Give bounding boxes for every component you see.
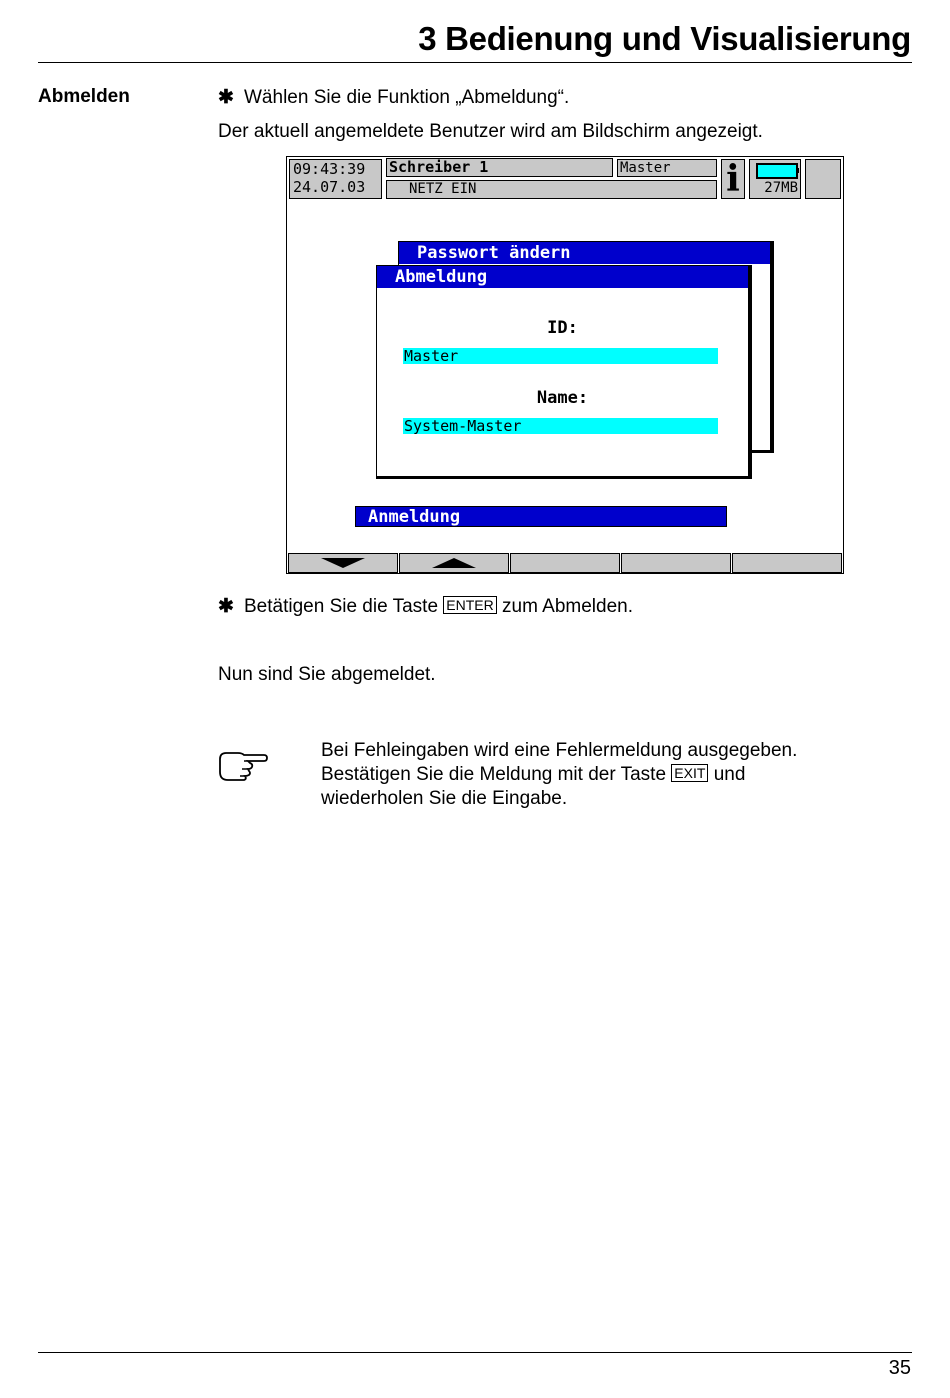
step-2 [218, 595, 633, 618]
footer-rule [38, 1352, 912, 1353]
result-text: Nun sind Sie abgemeldet. [218, 664, 436, 685]
device-title: Schreiber 1 [386, 158, 613, 177]
arrow-down-icon [321, 558, 365, 568]
current-user: Master [617, 159, 717, 177]
page-number: 35 [888, 1357, 911, 1379]
softkey-4[interactable] [621, 553, 731, 573]
exit-key: EXIT [671, 764, 708, 782]
arrow-up-icon [432, 558, 476, 568]
section-label: Abmelden [38, 86, 130, 107]
menu-item-login[interactable]: Anmeldung [355, 506, 727, 527]
note-line-2 [321, 764, 745, 786]
header-blank-cell [805, 159, 841, 199]
intro-text: Der aktuell angemeldete Benutzer wird am Bildschirm angezeigt. [218, 121, 763, 142]
datetime-display [289, 159, 382, 199]
memory-bar-icon [756, 163, 798, 179]
hand-pointer-icon [218, 749, 268, 786]
name-label: Name: [536, 388, 589, 408]
softkey-3[interactable] [510, 553, 620, 573]
dialog-password-change-title[interactable]: Passwort ändern [399, 242, 770, 264]
device-screenshot [286, 156, 844, 574]
name-field[interactable]: System-Master [403, 418, 718, 434]
note-line-2-after: und [713, 764, 746, 785]
time-text: 09:43:39 [293, 160, 366, 178]
softkey-5[interactable] [732, 553, 842, 573]
header-rule [38, 62, 912, 63]
softkey-up[interactable] [399, 553, 509, 573]
dialog-logout [376, 265, 752, 479]
step-bullet: ✱ [218, 596, 234, 617]
enter-key: ENTER [443, 596, 496, 614]
step-1 [218, 86, 569, 109]
step-bullet: ✱ [218, 87, 234, 108]
note-line-1: Bei Fehleingaben wird eine Fehlermeldung ausgegeben. [321, 740, 798, 761]
note-line-2-before: Bestätigen Sie die Meldung mit der Taste [321, 764, 667, 785]
memory-bar-tip [796, 168, 799, 173]
note-line-3: wiederholen Sie die Eingabe. [321, 788, 568, 809]
id-field[interactable]: Master [403, 348, 718, 364]
date-text: 24.07.03 [293, 178, 366, 196]
step-2-text-before: Betätigen Sie die Taste [244, 596, 439, 617]
dialog-logout-title: Abmeldung [377, 266, 748, 288]
softkey-down[interactable] [288, 553, 398, 573]
memory-indicator [749, 159, 801, 199]
step-2-text-after: zum Abmelden. [502, 596, 633, 617]
page-header-title: 3 Bedienung und Visualisierung [418, 20, 911, 57]
info-icon[interactable]: i [721, 159, 745, 199]
memory-text: 27MB [764, 180, 798, 196]
status-text: NETZ EIN [386, 180, 717, 199]
step-1-text: Wählen Sie die Funktion „Abmeldung“. [244, 87, 570, 108]
id-label: ID: [547, 318, 578, 338]
